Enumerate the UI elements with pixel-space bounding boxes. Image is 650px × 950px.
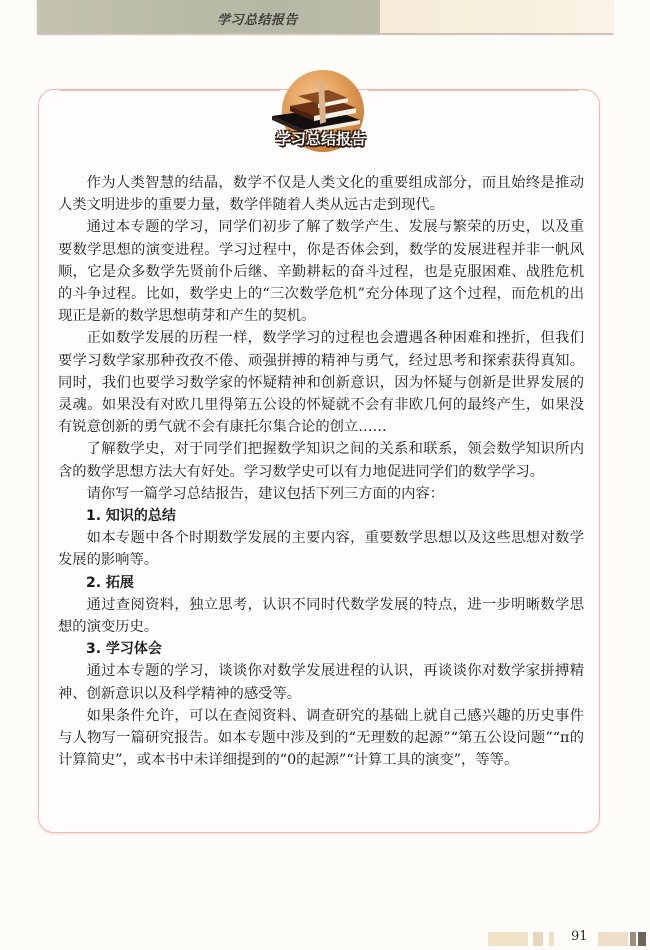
footer-deco-block <box>488 932 528 946</box>
footer-deco-block <box>598 932 628 946</box>
section-badge <box>268 70 374 154</box>
section-heading-knowledge-summary: 1. 知识的总结 <box>86 508 176 525</box>
intro-paragraph: 正如数学发展的历程一样，数学学习的过程也会遭遇各种困难和挫折，但我们要学习数学家那种孜孜不倦、顽强拼搏的精神与勇气，经过思考和探索获得真知。同时，我们也要学习数学家的怀疑精神和创新意识，因为怀疑与创新是世界发展的灵魂。如果没有对欧几里得第五公设的怀疑就不会有非欧几何的最终产生，如果没有锐意创新的勇气就不会有康托尔集合论的创立…… <box>58 330 584 436</box>
badge-divider-left <box>60 90 280 91</box>
intro-paragraph: 通过本专题的学习，同学们初步了解了数学产生、发展与繁荣的历史，以及重要数学思想的演变进程。学习过程中，你是否体会到，数学的发展进程并非一帆风顺，它是众多数学先贤前仆后继、辛勤耕耘的奋斗过程，也是克服困难、战胜危机的斗争过程。比如，数学史上的“三次数学危机”充分体现了这个过程，而危机的出现正是新的数学思想萌芽和产生的契机。 <box>58 219 584 325</box>
intro-paragraph: 作为人类智慧的结晶，数学不仅是人类文化的重要组成部分，而且始终是推动人类文明进步的重要力量，数学伴随着人类从远古走到现代。 <box>58 175 584 214</box>
report-body <box>58 172 584 771</box>
running-header <box>37 0 613 33</box>
running-header-title: 学习总结报告 <box>217 13 299 28</box>
footer-deco-block <box>630 932 636 946</box>
section-text-reflection: 通过本专题的学习，谈谈你对数学发展进程的认识，再谈谈你对数学家拼搏精神、创新意识以及科学精神的感受等。 <box>58 663 584 702</box>
footer-deco-block <box>549 932 554 946</box>
section-heading-reflection: 3. 学习体会 <box>86 641 162 658</box>
section-heading-extension: 2. 拓展 <box>86 574 134 591</box>
running-header-cream-band <box>380 0 613 33</box>
badge-title: 学习总结报告 <box>275 130 366 148</box>
closing-paragraph: 如果条件允许，可以在查阅资料、调查研究的基础上就自己感兴趣的历史事件与人物写一篇研究报告。如本专题中涉及到的“无理数的起源”“第五公设问题”“π的计算简史”，或本书中未详细提到的“0的起源”“计算工具的演变”，等等。 <box>58 707 584 769</box>
intro-paragraph: 请你写一篇学习总结报告，建议包括下列三方面的内容： <box>86 485 445 502</box>
section-text-knowledge-summary: 如本专题中各个时期数学发展的主要内容，重要数学思想以及这些思想对数学发展的影响等。 <box>58 530 584 569</box>
badge-divider-right <box>368 90 578 91</box>
running-header-gray-band <box>37 0 380 33</box>
footer-deco-block <box>533 932 543 946</box>
footer-deco-block <box>638 932 646 946</box>
section-text-extension: 通过查阅资料，独立思考，认识不同时代数学发展的特点，进一步明晰数学思想的演变历史。 <box>58 596 584 636</box>
page-number: 91 <box>571 929 588 944</box>
intro-paragraph: 了解数学史，对于同学们把握数学知识之间的关系和联系，领会数学知识所内含的数学思想方法大有好处。学习数学史可以有力地促进同学们的数学学习。 <box>58 441 584 480</box>
